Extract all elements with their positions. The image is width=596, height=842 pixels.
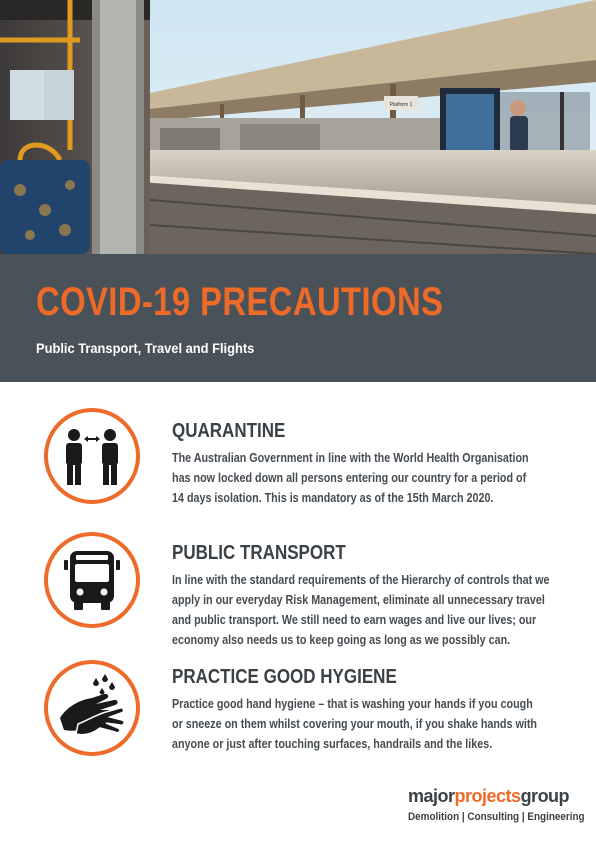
body-line: 14 days isolation. This is mandatory as of the 15th March 2020. bbox=[172, 491, 494, 505]
logo-text-group: group bbox=[520, 786, 570, 806]
section-title-transport: PUBLIC TRANSPORT bbox=[172, 542, 346, 564]
body-line: or sneeze on them whilst covering your mouth, if you shake hands with bbox=[172, 717, 537, 731]
hygiene-icon-circle bbox=[44, 660, 140, 756]
section-body-hygiene bbox=[172, 694, 562, 754]
company-logo bbox=[408, 786, 569, 807]
body-line: anyone or just after touching surfaces, handrails and the likes. bbox=[172, 737, 493, 751]
logo-text-projects: projects bbox=[454, 786, 521, 806]
section-body-transport bbox=[172, 570, 562, 650]
station-sign: Platform 1 bbox=[389, 102, 413, 108]
hand-washing-icon bbox=[48, 664, 136, 752]
body-line: has now locked down all persons entering our country for a period of bbox=[172, 471, 527, 485]
page-subtitle: Public Transport, Travel and Flights bbox=[36, 340, 255, 356]
section-title-hygiene: PRACTICE GOOD HYGIENE bbox=[172, 666, 397, 688]
logo-text-major: major bbox=[408, 786, 455, 806]
section-title-quarantine: QUARANTINE bbox=[172, 420, 286, 442]
social-distancing-icon bbox=[48, 412, 136, 500]
bus-icon bbox=[48, 536, 136, 624]
body-line: Practice good hand hygiene – that is washing your hands if you cough bbox=[172, 697, 533, 711]
section-body-quarantine bbox=[172, 448, 562, 508]
body-line: apply in our everyday Risk Management, eliminate all unnecessary travel bbox=[172, 593, 545, 607]
company-tagline: Demolition | Consulting | Engineering bbox=[408, 811, 585, 823]
transport-icon-circle bbox=[44, 532, 140, 628]
hero-photo bbox=[0, 0, 596, 254]
page-title: COVID-19 PRECAUTIONS bbox=[36, 280, 444, 324]
body-line: economy also needs us to keep going as long as we possibly can. bbox=[172, 633, 511, 647]
body-line: The Australian Government in line with the World Health Organisation bbox=[172, 451, 529, 465]
quarantine-icon-circle bbox=[44, 408, 140, 504]
body-line: In line with the standard requirements of the Hierarchy of controls that we bbox=[172, 573, 550, 587]
body-line: and public transport. We still need to earn wages and live our lives; our bbox=[172, 613, 537, 627]
